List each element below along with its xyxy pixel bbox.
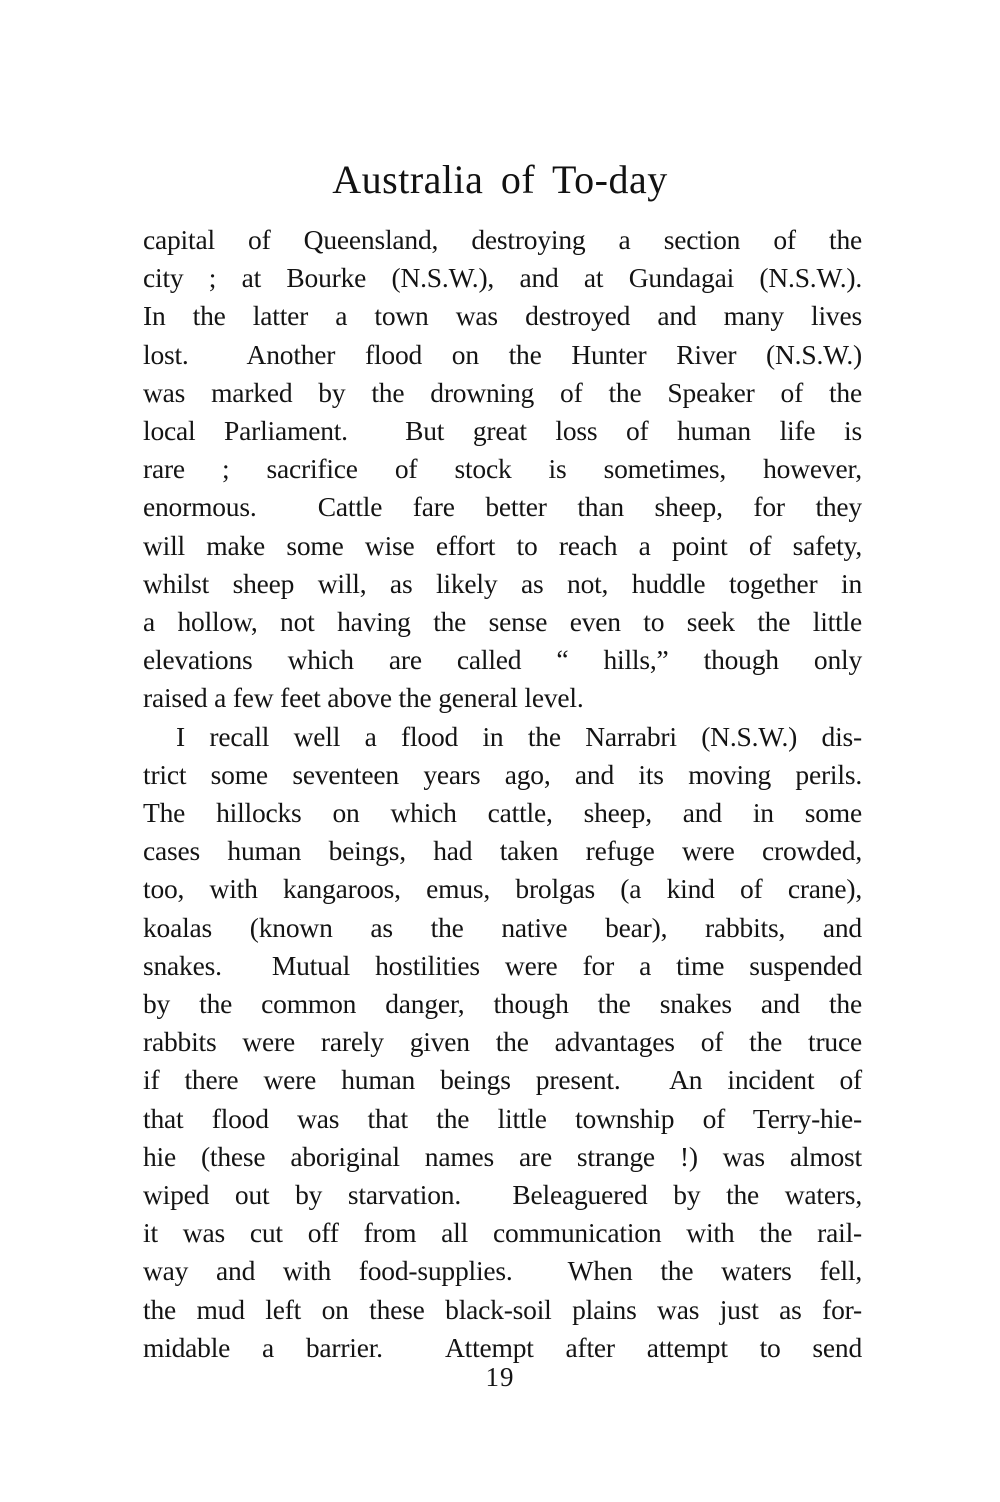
text-line: it was cut off from all communication with the rail-	[143, 1217, 862, 1249]
page-title: Australia of To-day	[332, 157, 668, 202]
text-line: lost. Another flood on the Hunter River (N.S.W.)	[143, 338, 862, 370]
text-line: snakes. Mutual hostilities were for a time suspended	[143, 949, 862, 981]
text-block	[143, 221, 862, 1367]
text-line: wiped out by starvation. Beleaguered by the waters,	[143, 1179, 862, 1211]
page-number: 19	[485, 1362, 515, 1392]
text-line: The hillocks on which cattle, sheep, and in some	[143, 797, 862, 829]
text-line: trict some seventeen years ago, and its moving perils.	[143, 758, 862, 790]
text-line: way and with food-supplies. When the waters fell,	[143, 1255, 862, 1287]
text-line: cases human beings, had taken refuge were crowded,	[143, 835, 862, 867]
text-line: rabbits were rarely given the advantages of the truce	[143, 1026, 862, 1058]
text-line: was marked by the drowning of the Speaker of the	[143, 376, 862, 408]
text-line: that flood was that the little township of Terry-hie-	[143, 1102, 862, 1134]
text-line: I recall well a flood in the Narrabri (N.S.W.) dis-	[176, 720, 862, 752]
text-line: will make some wise effort to reach a point of safety,	[143, 529, 862, 561]
text-line: enormous. Cattle fare better than sheep, for they	[143, 491, 862, 523]
text-line: by the common danger, though the snakes and the	[143, 988, 862, 1020]
text-line: local Parliament. But great loss of human life is	[143, 415, 862, 447]
text-line: raised a few feet above the general level.	[143, 682, 584, 714]
text-line: if there were human beings present. An incident of	[143, 1064, 862, 1096]
text-line: elevations which are called “ hills,” though only	[143, 644, 862, 676]
text-line: midable a barrier. Attempt after attempt to send	[143, 1331, 862, 1363]
text-line: the mud left on these black-soil plains was just as for-	[143, 1293, 862, 1325]
text-line: too, with kangaroos, emus, brolgas (a kind of crane),	[143, 873, 862, 905]
text-line: rare ; sacrifice of stock is sometimes, however,	[143, 453, 862, 485]
text-line: koalas (known as the native bear), rabbits, and	[143, 911, 862, 943]
text-line: city ; at Bourke (N.S.W.), and at Gundagai (N.S.W.).	[143, 262, 862, 294]
text-line: a hollow, not having the sense even to seek the little	[143, 606, 862, 638]
text-line: capital of Queensland, destroying a section of the	[143, 224, 862, 255]
text-line: hie (these aboriginal names are strange !) was almost	[143, 1140, 862, 1172]
text-line: whilst sheep will, as likely as not, huddle together in	[143, 567, 862, 599]
text-line: In the latter a town was destroyed and many lives	[143, 300, 862, 332]
